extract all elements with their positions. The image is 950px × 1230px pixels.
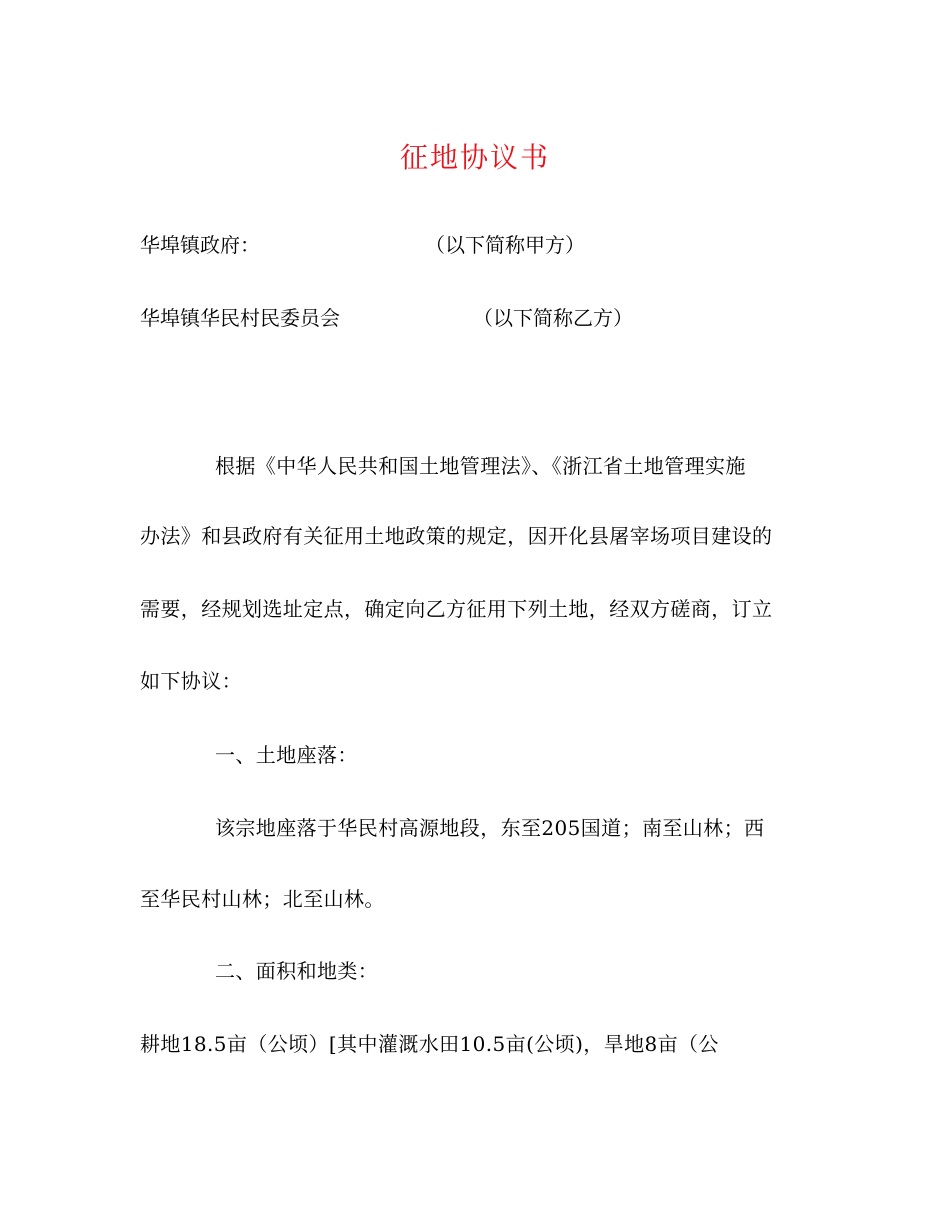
section-1-line-2: 至华民村山林；北至山林。	[140, 887, 385, 911]
preamble-line-4: 如下协议：	[140, 669, 242, 693]
party-b-name: 华埠镇华民村民委员会	[140, 306, 340, 330]
section-1-heading: 一、土地座落：	[215, 743, 358, 767]
section-2-line-1: 耕地18.5亩（公顷）[其中灌溉水田10.5亩(公顷)，旱地8亩（公	[140, 1032, 719, 1056]
party-a-name: 华埠镇政府：	[140, 233, 260, 257]
section-1-line-1: 该宗地座落于华民村高源地段，东至205国道；南至山林；西	[215, 816, 765, 840]
party-b-line	[140, 303, 633, 333]
preamble-line-1: 根据《中华人民共和国土地管理法》、《浙江省土地管理实施	[215, 454, 746, 478]
section-2-heading: 二、面积和地类：	[215, 959, 379, 983]
party-a-line	[140, 230, 585, 260]
document-title: 征地协议书	[399, 141, 550, 174]
party-a-alias: （以下简称甲方）	[425, 233, 585, 257]
party-b-alias: （以下简称乙方）	[473, 306, 633, 330]
preamble-line-2: 办法》和县政府有关征用土地政策的规定，因开化县屠宰场项目建设的	[140, 524, 773, 548]
preamble-line-3: 需要，经规划选址定点，确定向乙方征用下列土地，经双方磋商，订立	[140, 597, 773, 621]
